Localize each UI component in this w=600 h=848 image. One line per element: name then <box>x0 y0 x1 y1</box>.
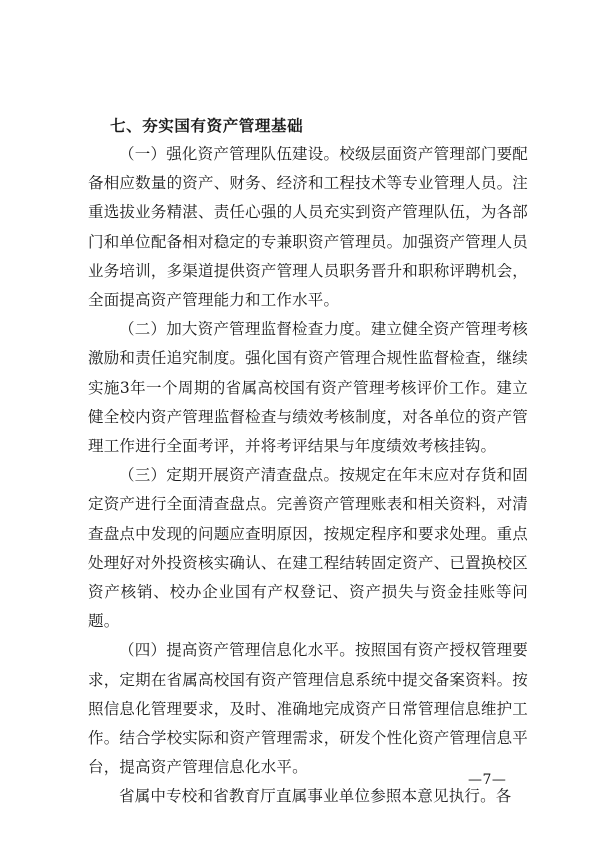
paragraph-inventory: （三）定期开展资产清查盘点。按规定在年末应对存货和固定资产进行全面清查盘点。完善资产管理账表和相关资料，对清查盘点中发现的问题应查明原因，按规定程序和要求处理。重点处理好对外投资核实确认、在建工程结转固定资产、已置换校区资产核销、校办企业国有产权登记、资产损失与资金挂账等问题。 <box>88 466 528 631</box>
paragraph-reference: 省属中专校和省教育厅直属事业单位参照本意见执行。各 <box>119 787 512 806</box>
page-number: —7— <box>468 772 507 788</box>
paragraph-asset-team: （一）强化资产管理队伍建设。校级层面资产管理部门要配备相应数量的资产、财务、经济和工程技术等专业管理人员。注重选拔业务精湛、责任心强的人员充实到资产管理队伍，为各部门和单位配备相对稳定的专兼职资产管理员。加强资产管理人员业务培训，多渠道提供资产管理人员职务晋升和职称评聘机会，全面提高资产管理能力和工作水平。 <box>88 145 528 310</box>
paragraph-supervision: （二）加大资产管理监督检查力度。建立健全资产管理考核激励和责任追究制度。强化国有资产管理合规性监督检查，继续实施3年一个周期的省属高校国有资产管理考核评价工作。建立健全校内资产管理监督检查与绩效考核制度，对各单位的资产管理工作进行全面考评，并将考评结果与年度绩效考核挂钩。 <box>88 320 528 456</box>
document-body <box>88 140 528 812</box>
section-heading: 七、夯实国有资产管理基础 <box>110 117 304 135</box>
paragraph-informatization: （四）提高资产管理信息化水平。按照国有资产授权管理要求，定期在省属高校国有资产管理信息系统中提交备案资料。按照信息化管理要求，及时、准确地完成资产日常管理信息维护工作。结合学校实际和资产管理需求，研发个性化资产管理信息平台，提高资产管理信息化水平。 <box>88 641 528 777</box>
